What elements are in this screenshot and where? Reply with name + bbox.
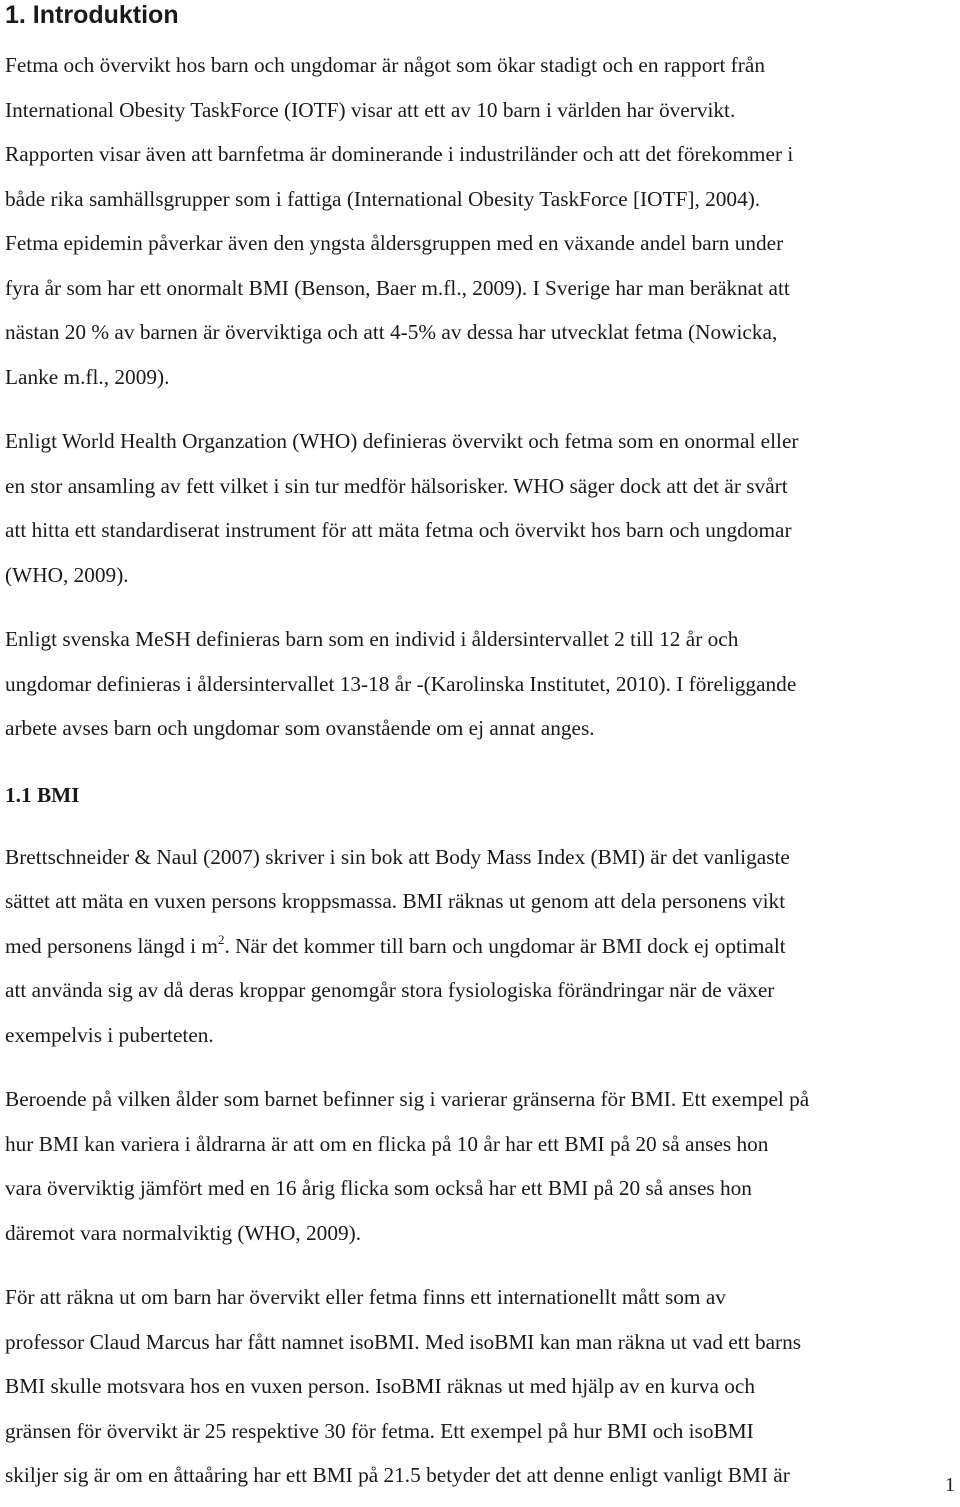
text-line: Fetma och övervikt hos barn och ungdomar är något som ökar stadigt och en rapport från [5, 53, 765, 77]
paragraph [5, 419, 957, 597]
paragraph [5, 43, 957, 399]
text-line: professor Claud Marcus har fått namnet isoBMI. Med isoBMI kan man räkna ut vad ett barns [5, 1329, 802, 1354]
superscript: 2 [217, 931, 225, 947]
text-line: Rapporten visar även att barnfetma är dominerande i industriländer och att det förekommer i [5, 142, 794, 166]
text-line: Beroende på vilken ålder som barnet befinner sig i varierar gränserna för BMI. Ett exempel på [5, 1087, 810, 1111]
text-line: att hitta ett standardiserat instrument för att mäta fetma och övervikt hos barn och ungdomar [5, 518, 792, 542]
text-segment: . När det kommer till barn och ungdomar är BMI dock ej optimalt [224, 933, 786, 958]
text-line: att använda sig av då deras kroppar genomgår stora fysiologiska förändringar när de växer [5, 978, 775, 1002]
paragraph [5, 1275, 957, 1498]
paragraph [5, 1077, 957, 1255]
text-line: vara överviktig jämfört med en 16 årig flicka som också har ett BMI på 20 så anses hon [5, 1176, 752, 1200]
text-line: exempelvis i puberteten. [5, 1022, 214, 1047]
text-line: Enligt World Health Organzation (WHO) definieras övervikt och fetma som en onormal eller [5, 429, 799, 453]
text-line: BMI skulle motsvara hos en vuxen person. IsoBMI räknas ut med hjälp av en kurva och [5, 1374, 755, 1398]
text-line: Fetma epidemin påverkar även den yngsta åldersgruppen med en växande andel barn under [5, 231, 784, 255]
text-line: ungdomar definieras i åldersintervallet 13-18 år -(Karolinska Institutet, 2010). I föreliggande [5, 671, 797, 696]
text-line: Brettschneider & Naul (2007) skriver i sin bok att Body Mass Index (BMI) är det vanligaste [5, 844, 790, 869]
paragraph [5, 617, 957, 751]
section-heading: 1. Introduktion [5, 1, 179, 29]
page-number: 1 [945, 1474, 955, 1496]
text-line: Enligt svenska MeSH definieras barn som en individ i åldersintervallet 2 till 12 år och [5, 627, 739, 651]
text-line: International Obesity TaskForce (IOTF) visar att ett av 10 barn i världen har övervikt. [5, 97, 736, 122]
text-line: hur BMI kan variera i åldrarna är att om en flicka på 10 år har ett BMI på 20 så anses hon [5, 1131, 769, 1156]
text-line: Lanke m.fl., 2009). [5, 364, 170, 389]
paragraph [5, 835, 957, 1058]
subsection-heading: 1.1 BMI [5, 782, 80, 807]
text-line: skiljer sig är om en åttaåring har ett BMI på 21.5 betyder det att denne enligt vanligt BMI är [5, 1463, 790, 1487]
text-line: både rika samhällsgrupper som i fattiga (International Obesity TaskForce [IOTF], 2004). [5, 186, 761, 211]
text-line: däremot vara normalviktig (WHO, 2009). [5, 1220, 362, 1245]
text-line: nästan 20 % av barnen är överviktiga och att 4-5% av dessa har utvecklat fetma (Nowicka, [5, 320, 778, 344]
text-segment: med personens längd i m [5, 933, 218, 958]
text-line: sättet att mäta en vuxen persons kroppsmassa. BMI räknas ut genom att dela personens vikt [5, 889, 786, 913]
text-line: arbete avses barn och ungdomar som ovanstående om ej annat anges. [5, 716, 595, 740]
text-line: en stor ansamling av fett vilket i sin tur medför hälsorisker. WHO säger dock att det är svårt [5, 473, 788, 498]
text-line: För att räkna ut om barn har övervikt eller fetma finns ett internationellt mått som av [5, 1285, 726, 1309]
text-line: gränsen för övervikt är 25 respektive 30 för fetma. Ett exempel på hur BMI och isoBMI [5, 1418, 754, 1443]
document-page [5, 0, 957, 1498]
text-line: fyra år som har ett onormalt BMI (Benson, Baer m.fl., 2009). I Sverige har man beräknat att [5, 275, 790, 300]
text-line: (WHO, 2009). [5, 562, 129, 587]
text-line [5, 924, 957, 969]
